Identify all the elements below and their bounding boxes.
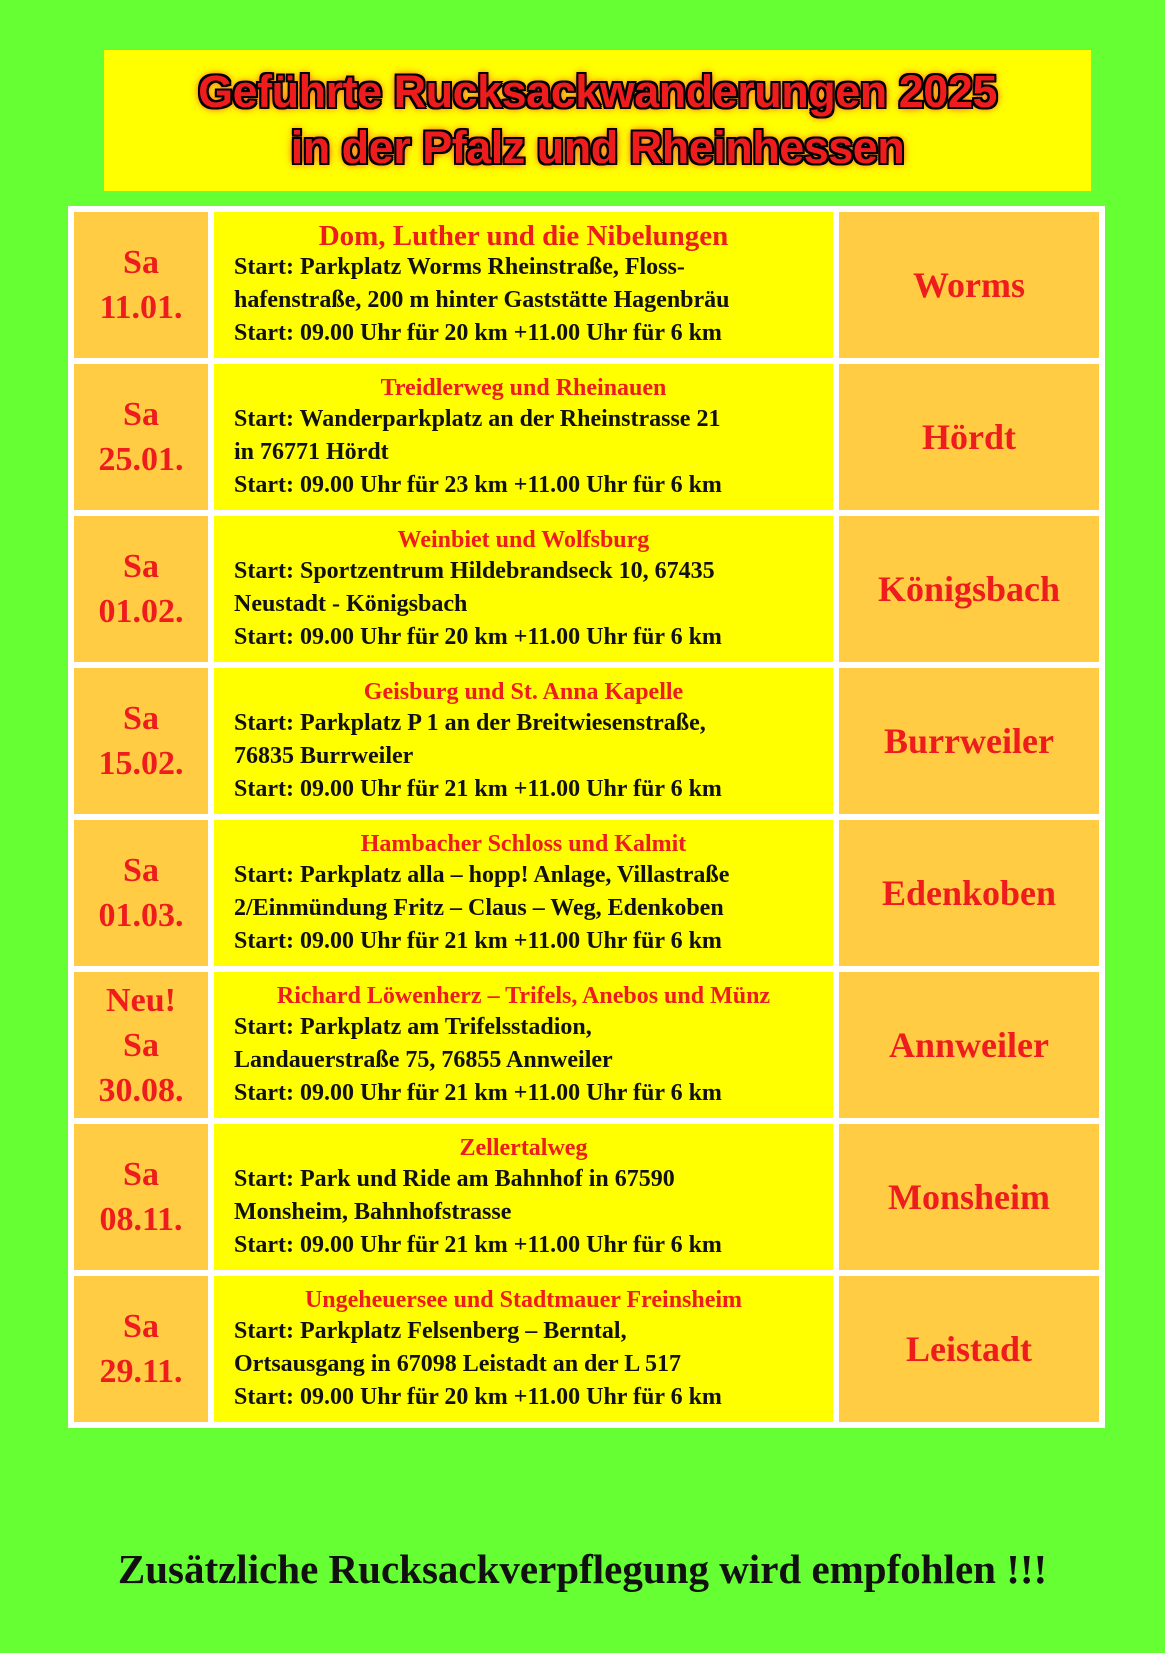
event-detail-line: Start: Parkplatz alla – hopp! Anlage, Villastraße <box>234 861 730 888</box>
event-title: Weinbiet und Wolfsburg <box>397 526 650 553</box>
hike-schedule-table <box>68 206 1105 1428</box>
event-date-cell <box>71 1121 211 1273</box>
event-date-line: Sa <box>123 852 159 889</box>
table-row <box>71 209 1102 361</box>
event-title: Zellertalweg <box>459 1134 588 1161</box>
event-date-line: 01.03. <box>98 897 184 934</box>
table-row <box>71 361 1102 513</box>
event-date-line: 25.01. <box>98 441 184 478</box>
event-place-cell <box>836 361 1102 513</box>
event-detail-line: Start: Parkplatz Felsenberg – Berntal, <box>234 1317 627 1344</box>
event-place: Edenkoben <box>881 873 1057 913</box>
event-detail-line: Start: 09.00 Uhr für 23 km +11.00 Uhr für 6 km <box>234 471 722 498</box>
event-detail-line: Start: Park und Ride am Bahnhof in 67590 <box>234 1165 675 1192</box>
event-date-line: Sa <box>123 244 159 281</box>
event-place-cell <box>836 513 1102 665</box>
event-title: Geisburg und St. Anna Kapelle <box>363 678 684 705</box>
event-detail-line: Start: 09.00 Uhr für 21 km +11.00 Uhr für 6 km <box>234 1079 722 1106</box>
event-place-cell <box>836 969 1102 1121</box>
event-detail-line: Start: Parkplatz P 1 an der Breitwiesenstraße, <box>234 709 706 736</box>
event-place-cell <box>836 1273 1102 1425</box>
event-place-cell <box>836 1121 1102 1273</box>
event-date-cell <box>71 817 211 969</box>
event-detail-line: Ortsausgang in 67098 Leistadt an der L 517 <box>234 1350 681 1377</box>
event-place-cell <box>836 665 1102 817</box>
event-detail-cell <box>211 817 836 969</box>
table-row <box>71 1273 1102 1425</box>
event-detail-cell <box>211 969 836 1121</box>
event-date-cell <box>71 361 211 513</box>
event-detail-cell <box>211 1273 836 1425</box>
event-detail-cell <box>211 665 836 817</box>
event-date-cell <box>71 665 211 817</box>
event-title: Dom, Luther und die Nibelungen <box>318 219 729 252</box>
event-detail-line: Start: 09.00 Uhr für 20 km +11.00 Uhr für 6 km <box>234 623 722 650</box>
event-date-line: Sa <box>123 1308 159 1345</box>
event-place-cell <box>836 209 1102 361</box>
event-detail-line: in 76771 Hördt <box>234 438 389 465</box>
event-date-cell <box>71 1273 211 1425</box>
event-date-line: 08.11. <box>99 1201 183 1238</box>
event-place: Worms <box>913 265 1025 305</box>
event-date-line: Sa <box>123 548 159 585</box>
event-detail-line: Start: 09.00 Uhr für 20 km +11.00 Uhr für 6 km <box>234 1383 722 1410</box>
event-date-line: Sa <box>123 1026 159 1064</box>
event-date-line: Sa <box>123 1156 159 1193</box>
event-date-cell <box>71 969 211 1121</box>
event-detail-line: Start: 09.00 Uhr für 21 km +11.00 Uhr für 6 km <box>234 1231 722 1258</box>
event-detail-line: Monsheim, Bahnhofstrasse <box>234 1198 512 1225</box>
event-place: Burrweiler <box>884 721 1054 761</box>
event-date-line: 01.02. <box>98 593 184 630</box>
event-date-line: Sa <box>123 396 159 433</box>
event-date-line: Neu! <box>106 981 176 1019</box>
event-place: Annweiler <box>889 1025 1049 1065</box>
event-detail-line: Start: Parkplatz am Trifelsstadion, <box>234 1013 592 1040</box>
event-place-cell <box>836 817 1102 969</box>
event-detail-line: Start: Parkplatz Worms Rheinstraße, Floss- <box>234 253 685 280</box>
event-title: Ungeheuersee und Stadtmauer Freinsheim <box>304 1286 743 1313</box>
event-place: Königsbach <box>877 569 1061 609</box>
title-banner <box>104 50 1091 191</box>
page-title: Geführte Rucksackwanderungen 2025 <box>198 66 997 117</box>
event-date-line: 11.01. <box>99 289 183 326</box>
event-date-line: Sa <box>123 700 159 737</box>
event-title: Richard Löwenherz – Trifels, Anebos und Münz <box>276 982 771 1009</box>
table-row <box>71 665 1102 817</box>
event-date-line: 29.11. <box>99 1353 183 1390</box>
event-date-cell <box>71 209 211 361</box>
event-detail-line: Start: 09.00 Uhr für 20 km +11.00 Uhr für 6 km <box>234 319 722 346</box>
hike-schedule-body <box>71 209 1102 1425</box>
table-row <box>71 969 1102 1121</box>
event-detail-cell <box>211 209 836 361</box>
event-detail-cell <box>211 513 836 665</box>
table-row <box>71 1121 1102 1273</box>
event-detail-line: Start: 09.00 Uhr für 21 km +11.00 Uhr für 6 km <box>234 927 722 954</box>
event-title: Treidlerweg und Rheinauen <box>380 374 667 401</box>
event-place: Hördt <box>922 417 1016 457</box>
event-date-cell <box>71 513 211 665</box>
event-date-line: 30.08. <box>98 1071 184 1109</box>
event-detail-line: hafenstraße, 200 m hinter Gaststätte Hagenbräu <box>234 286 730 313</box>
event-place: Leistadt <box>906 1329 1032 1369</box>
event-detail-cell <box>211 361 836 513</box>
event-detail-line: Start: Sportzentrum Hildebrandseck 10, 67435 <box>234 557 715 584</box>
event-detail-line: Neustadt - Königsbach <box>234 590 468 617</box>
table-row <box>71 817 1102 969</box>
event-detail-cell <box>211 1121 836 1273</box>
footer-note: Zusätzliche Rucksackverpflegung wird empfohlen !!! <box>117 1546 1048 1592</box>
event-detail-line: Start: 09.00 Uhr für 21 km +11.00 Uhr für 6 km <box>234 775 722 802</box>
table-row <box>71 513 1102 665</box>
event-date-line: 15.02. <box>98 745 184 782</box>
event-detail-line: 2/Einmündung Fritz – Claus – Weg, Edenkoben <box>234 894 724 921</box>
event-place: Monsheim <box>888 1177 1050 1217</box>
page-subtitle: in der Pfalz und Rheinhessen <box>290 122 905 173</box>
event-detail-line: Start: Wanderparkplatz an der Rheinstrasse 21 <box>234 405 721 432</box>
event-detail-line: Landauerstraße 75, 76855 Annweiler <box>234 1046 613 1073</box>
event-detail-line: 76835 Burrweiler <box>234 742 414 769</box>
event-title: Hambacher Schloss und Kalmit <box>360 830 687 857</box>
